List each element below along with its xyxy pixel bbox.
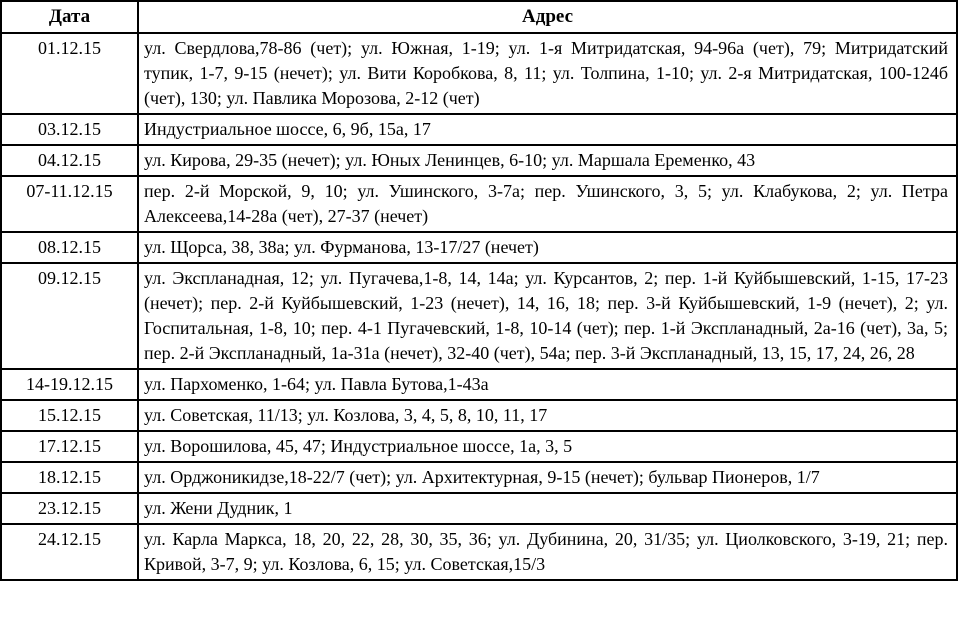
- address-cell: пер. 2-й Морской, 9, 10; ул. Ушинского, 3-7а; пер. Ушинского, 3, 5; ул. Клабукова, 2; ул. Петра Алексеева,14-28а (чет), 27-37 (нечет): [138, 176, 957, 232]
- table-row: [1, 431, 957, 462]
- address-cell: ул. Щорса, 38, 38а; ул. Фурманова, 13-17/27 (нечет): [138, 232, 957, 263]
- table-row: [1, 145, 957, 176]
- table-row: [1, 369, 957, 400]
- table-body: [1, 33, 957, 580]
- address-cell: Индустриальное шоссе, 6, 9б, 15а, 17: [138, 114, 957, 145]
- table-row: [1, 114, 957, 145]
- table-row: [1, 462, 957, 493]
- date-cell: 15.12.15: [1, 400, 138, 431]
- date-cell: 09.12.15: [1, 263, 138, 369]
- date-cell: 03.12.15: [1, 114, 138, 145]
- date-column-header: Дата: [1, 1, 138, 33]
- address-cell: ул. Экспланадная, 12; ул. Пугачева,1-8, 14, 14а; ул. Курсантов, 2; пер. 1-й Куйбышевский, 1-15, 17-23 (нечет); пер. 2-й Куйбышевский, 1-23 (нечет), 14, 16, 18; пер. 3-й Куйбышевский, 1-9 (нечет), 2; ул. Госпитальная, 1-8, 10; пер. 4-1 Пугачевский, 1-8, 10-14 (чет); пер. 1-й Экспланадный, 2а-16 (чет), 3а, 5; пер. 2-й Экспланадный, 1а-31а (нечет), 32-40 (чет), 54а; пер. 3-й Экспланадный, 13, 15, 17, 24, 26, 28: [138, 263, 957, 369]
- table-row: [1, 524, 957, 580]
- table-row: [1, 263, 957, 369]
- date-cell: 04.12.15: [1, 145, 138, 176]
- date-cell: 23.12.15: [1, 493, 138, 524]
- table-row: [1, 493, 957, 524]
- date-cell: 17.12.15: [1, 431, 138, 462]
- date-cell: 24.12.15: [1, 524, 138, 580]
- address-column-header: Адрес: [138, 1, 957, 33]
- address-cell: ул. Советская, 11/13; ул. Козлова, 3, 4, 5, 8, 10, 11, 17: [138, 400, 957, 431]
- table-row: [1, 400, 957, 431]
- date-cell: 08.12.15: [1, 232, 138, 263]
- table-row: [1, 232, 957, 263]
- table-row: [1, 33, 957, 114]
- address-cell: ул. Свердлова,78-86 (чет); ул. Южная, 1-19; ул. 1-я Митридатская, 94-96а (чет), 79; Митридатский тупик, 1-7, 9-15 (нечет); ул. Вити Коробкова, 8, 11; ул. Толпина, 1-10; ул. 2-я Митридатская, 100-124б (чет), 130; ул. Павлика Морозова, 2-12 (чет): [138, 33, 957, 114]
- date-cell: 07-11.12.15: [1, 176, 138, 232]
- header-row: [1, 1, 957, 33]
- address-cell: ул. Жени Дудник, 1: [138, 493, 957, 524]
- address-cell: ул. Орджоникидзе,18-22/7 (чет); ул. Архитектурная, 9-15 (нечет); бульвар Пионеров, 1/7: [138, 462, 957, 493]
- table-row: [1, 176, 957, 232]
- address-cell: ул. Карла Маркса, 18, 20, 22, 28, 30, 35, 36; ул. Дубинина, 20, 31/35; ул. Циолковского, 3-19, 21; пер. Кривой, 3-7, 9; ул. Козлова, 6, 15; ул. Советская,15/3: [138, 524, 957, 580]
- date-cell: 18.12.15: [1, 462, 138, 493]
- address-cell: ул. Кирова, 29-35 (нечет); ул. Юных Ленинцев, 6-10; ул. Маршала Еременко, 43: [138, 145, 957, 176]
- date-cell: 14-19.12.15: [1, 369, 138, 400]
- address-cell: ул. Ворошилова, 45, 47; Индустриальное шоссе, 1а, 3, 5: [138, 431, 957, 462]
- date-cell: 01.12.15: [1, 33, 138, 114]
- address-cell: ул. Пархоменко, 1-64; ул. Павла Бутова,1-43а: [138, 369, 957, 400]
